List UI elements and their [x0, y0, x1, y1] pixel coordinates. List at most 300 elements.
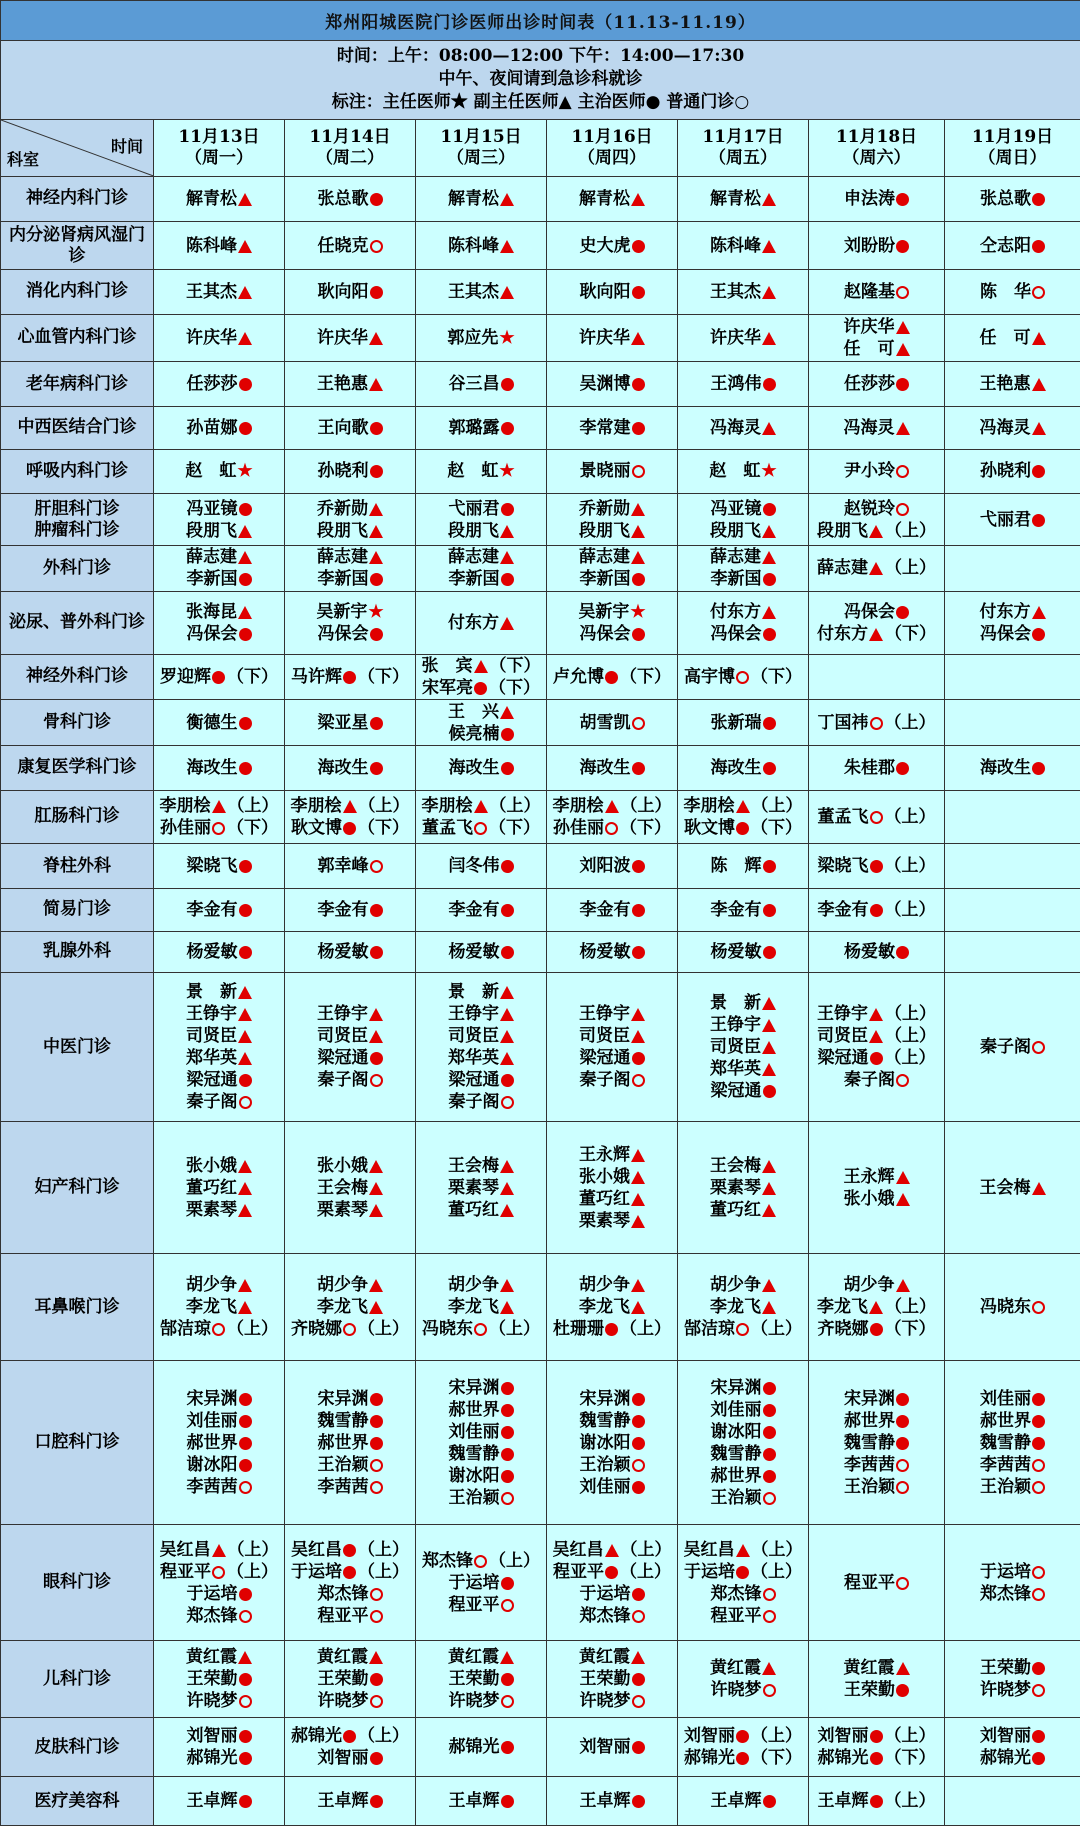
- doctor-entry: [416, 1155, 546, 1177]
- dept-cell: [1, 1777, 154, 1826]
- hollow-circle-icon: [763, 1684, 776, 1697]
- session-note: （上）: [358, 795, 410, 816]
- doctor-entry: [678, 795, 808, 817]
- doctor-entry: [285, 855, 415, 877]
- doctor-name: 郝锦光: [684, 1748, 735, 1769]
- filled-circle-icon: [370, 1437, 383, 1450]
- doctor-entry: [416, 1069, 546, 1091]
- schedule-cell: [416, 654, 547, 700]
- doctor-name: 王永辉: [843, 1166, 895, 1187]
- doctor-name: 耿向阳: [317, 281, 369, 302]
- doctor-entry: [154, 795, 284, 817]
- schedule-cell: [678, 1122, 809, 1254]
- doctor-entry: [285, 281, 415, 303]
- filled-circle-icon: [763, 1426, 776, 1439]
- doctor-name: 王艳惠: [979, 374, 1031, 395]
- schedule-cell: [678, 449, 809, 494]
- doctor-entry: [416, 1318, 546, 1340]
- doctor-name: 段朋飞: [817, 520, 868, 541]
- filled-circle-icon: [239, 378, 252, 391]
- doctor-name: 罗迎辉: [160, 666, 211, 687]
- triangle-icon: [896, 1193, 910, 1206]
- doctor-entry: [416, 1443, 546, 1465]
- filled-circle-icon: [632, 946, 645, 959]
- doctor-name: 吴红昌: [159, 1539, 211, 1560]
- day-date: 11月15日: [440, 126, 522, 147]
- day-date: 11月14日: [309, 126, 391, 147]
- triangle-icon: [762, 286, 776, 299]
- schedule-cell: [285, 546, 416, 592]
- filled-circle-icon: [501, 1074, 514, 1087]
- schedule-cell: [945, 654, 1080, 700]
- filled-circle-icon: [896, 193, 909, 206]
- day-weekday: （周四）: [578, 147, 646, 168]
- doctor-entry: [678, 1539, 808, 1561]
- doctor-name: 冯海灵: [710, 417, 761, 438]
- doctor-name: 王会梅: [710, 1155, 761, 1176]
- schedule-cell: [285, 745, 416, 790]
- session-note: （下）: [489, 817, 540, 838]
- schedule-cell: [154, 1641, 285, 1718]
- hours-line: 时间：上午：08:00—12:00 下午：14:00—17:30: [336, 46, 745, 67]
- triangle-icon: [369, 332, 383, 345]
- day-header: [154, 119, 285, 176]
- session-note: （上）: [227, 1539, 279, 1560]
- doctor-entry: [809, 235, 944, 257]
- filled-circle-icon: [870, 1795, 883, 1808]
- filled-circle-icon: [501, 1470, 514, 1483]
- doctor-name: 任 可: [843, 338, 895, 359]
- triangle-icon: [1032, 378, 1046, 391]
- triangle-icon: [238, 986, 252, 999]
- doctor-name: 秦子阁: [844, 1070, 895, 1091]
- schedule-cell: [945, 745, 1080, 790]
- doctor-name: 王铮宇: [710, 1015, 761, 1036]
- schedule-cell: [945, 314, 1080, 362]
- doctor-name: 薛志建: [448, 547, 499, 568]
- filled-circle-icon: [343, 1730, 356, 1743]
- doctor-entry: [809, 498, 944, 520]
- doctor-entry: [416, 235, 546, 257]
- triangle-icon: [1032, 606, 1046, 619]
- schedule-cell: [678, 844, 809, 889]
- doctor-name: 许庆华: [710, 327, 761, 348]
- doctor-name: 梁冠通: [817, 1048, 869, 1069]
- triangle-icon: [869, 628, 883, 641]
- doctor-name: 张小娥: [843, 1188, 895, 1209]
- doctor-entry: [945, 601, 1080, 623]
- filled-circle-icon: [1032, 762, 1045, 775]
- doctor-entry: [285, 1047, 415, 1069]
- doctor-name: 王治颖: [710, 1487, 762, 1508]
- filled-circle-icon: [1032, 1730, 1045, 1743]
- doctor-name: 王会梅: [448, 1155, 499, 1176]
- dept-cell: [1, 745, 154, 790]
- doctor-name: 魏雪静: [317, 1410, 369, 1431]
- doctor-name: 王荣勤: [844, 1680, 895, 1701]
- doctor-name: 梁亚星: [317, 712, 369, 733]
- session-note: （下）: [489, 655, 541, 676]
- dept-cell: [1, 314, 154, 362]
- doctor-name: 许庆华: [843, 316, 895, 337]
- schedule-cell: [547, 790, 678, 844]
- triangle-icon: [369, 1030, 383, 1043]
- hollow-circle-icon: [1032, 1588, 1045, 1601]
- dept-name: 消化内科门诊: [26, 281, 128, 302]
- doctor-name: 马许辉: [291, 666, 342, 687]
- filled-circle-icon: [370, 422, 383, 435]
- session-note: （上）: [489, 1550, 540, 1571]
- filled-circle-icon: [605, 1566, 618, 1579]
- filled-circle-icon: [239, 1393, 252, 1406]
- doctor-name: 刘阳波: [579, 856, 631, 877]
- triangle-icon: [212, 800, 226, 813]
- doctor-entry: [547, 1432, 677, 1454]
- doctor-entry: [154, 568, 284, 590]
- filled-circle-icon: [763, 1404, 776, 1417]
- triangle-icon: [238, 525, 252, 538]
- doctor-name: 梁冠通: [710, 1081, 762, 1102]
- schedule-cell: [678, 1718, 809, 1777]
- table-row: [1, 1525, 1080, 1641]
- schedule-cell: [945, 176, 1080, 222]
- schedule-cell: [678, 546, 809, 592]
- doctor-entry: [809, 855, 944, 877]
- schedule-cell: [945, 269, 1080, 314]
- schedule-cell: [154, 494, 285, 546]
- doctor-entry: [678, 1274, 808, 1296]
- doctor-entry: [678, 188, 808, 210]
- doctor-name: 赵 虹: [185, 461, 237, 482]
- doctor-entry: [678, 417, 808, 439]
- triangle-icon: [869, 562, 883, 575]
- doctor-name: 许晓梦: [579, 1691, 631, 1712]
- doctor-name: 高宇博: [684, 666, 735, 687]
- dept-cell: [1, 790, 154, 844]
- schedule-cell: [285, 931, 416, 973]
- schedule-cell: [945, 889, 1080, 932]
- dept-cell: [1, 654, 154, 700]
- doctor-entry: [154, 1177, 284, 1199]
- doctor-entry: [154, 1003, 284, 1025]
- doctor-name: 赵锐玲: [844, 498, 895, 519]
- schedule-cell: [945, 1360, 1080, 1524]
- doctor-name: 郝世界: [448, 1399, 500, 1420]
- doctor-name: 胡少争: [843, 1275, 895, 1296]
- doctor-entry: [154, 1432, 284, 1454]
- doctor-name: 冯保会: [186, 623, 238, 644]
- doctor-entry: [809, 417, 944, 439]
- doctor-entry: [154, 235, 284, 257]
- filled-circle-icon: [632, 1415, 645, 1428]
- doctor-entry: [678, 941, 808, 963]
- session-note: （上）: [885, 520, 936, 541]
- schedule-cell: [416, 269, 547, 314]
- schedule-cell: [416, 406, 547, 449]
- filled-circle-icon: [1032, 1437, 1045, 1450]
- triangle-icon: [238, 286, 252, 299]
- dept-cell: [1, 546, 154, 592]
- doctor-entry: [547, 855, 677, 877]
- doctor-name: 程亚平: [553, 1561, 604, 1582]
- triangle-icon: [238, 1651, 252, 1664]
- doctor-name: 于运培: [684, 1561, 735, 1582]
- schedule-cell: [285, 269, 416, 314]
- hollow-circle-icon: [239, 1096, 252, 1109]
- doctor-name: 程亚平: [160, 1561, 211, 1582]
- dept-name: 骨科门诊: [43, 712, 111, 733]
- doctor-entry: [678, 460, 808, 482]
- doctor-entry: [809, 712, 944, 734]
- doctor-entry: [809, 757, 944, 779]
- triangle-icon: [500, 706, 514, 719]
- filled-circle-icon: [239, 904, 252, 917]
- doctor-name: 梁冠通: [317, 1048, 369, 1069]
- filled-circle-icon: [501, 762, 514, 775]
- doctor-name: 解青松: [710, 188, 761, 209]
- table-row: [1, 973, 1080, 1122]
- doctor-entry: [154, 941, 284, 963]
- hollow-circle-icon: [501, 1492, 514, 1505]
- doctor-name: 张小娥: [317, 1155, 368, 1176]
- doctor-entry: [809, 1432, 944, 1454]
- schedule-cell: [809, 745, 945, 790]
- schedule-cell: [154, 449, 285, 494]
- doctor-entry: [285, 1274, 415, 1296]
- doctor-name: 景 新: [710, 993, 761, 1014]
- doctor-entry: [285, 1025, 415, 1047]
- doctor-name: 魏雪静: [448, 1443, 500, 1464]
- doctor-name: 薛志建: [186, 547, 237, 568]
- doctor-name: 海改生: [448, 757, 500, 778]
- triangle-icon: [500, 1651, 514, 1664]
- triangle-icon: [896, 343, 910, 356]
- doctor-entry: [547, 1690, 677, 1712]
- triangle-icon: [238, 606, 252, 619]
- filled-circle-icon: [501, 1382, 514, 1395]
- hollow-circle-icon: [896, 1074, 909, 1087]
- doctor-name: 解青松: [186, 188, 237, 209]
- session-note: （下）: [227, 817, 278, 838]
- doctor-entry: [154, 1047, 284, 1069]
- doctor-name: 许晓梦: [186, 1691, 238, 1712]
- triangle-icon: [762, 1301, 776, 1314]
- triangle-icon: [762, 1019, 776, 1032]
- schedule-cell: [416, 1122, 547, 1254]
- doctor-entry: [416, 568, 546, 590]
- triangle-icon: [369, 1008, 383, 1021]
- doctor-name: 候亮楠: [448, 723, 500, 744]
- doctor-entry: [809, 1388, 944, 1410]
- doctor-entry: [678, 1399, 808, 1421]
- hollow-circle-icon: [632, 465, 645, 478]
- hollow-circle-icon: [632, 717, 645, 730]
- doctor-name: 宋异渊: [317, 1388, 369, 1409]
- filled-circle-icon: [343, 1566, 356, 1579]
- doctor-entry: [678, 1318, 808, 1340]
- schedule-cell: [547, 889, 678, 932]
- hollow-circle-icon: [370, 1588, 383, 1601]
- triangle-icon: [369, 525, 383, 538]
- schedule-cell: [154, 1718, 285, 1777]
- filled-circle-icon: [632, 573, 645, 586]
- doctor-name: 李金有: [817, 899, 869, 920]
- filled-circle-icon: [501, 1795, 514, 1808]
- filled-circle-icon: [501, 503, 514, 516]
- filled-circle-icon: [632, 1673, 645, 1686]
- doctor-name: 冯海灵: [843, 417, 895, 438]
- hollow-circle-icon: [736, 671, 749, 684]
- filled-circle-icon: [1032, 1415, 1045, 1428]
- doctor-name: 段朋飞: [579, 520, 630, 541]
- doctor-name: 乔新勋: [579, 498, 630, 519]
- hollow-circle-icon: [1032, 1566, 1045, 1579]
- session-note: （下）: [884, 1319, 936, 1340]
- doctor-entry: [416, 327, 546, 349]
- triangle-icon: [762, 997, 776, 1010]
- table-row: [1, 1122, 1080, 1254]
- doctor-entry: [416, 520, 546, 542]
- filled-circle-icon: [1032, 1393, 1045, 1406]
- triangle-icon: [500, 1052, 514, 1065]
- doctor-name: 程亚平: [844, 1572, 895, 1593]
- session-note: （上）: [489, 795, 541, 816]
- doctor-entry: [285, 1069, 415, 1091]
- triangle-icon: [631, 1301, 645, 1314]
- table-row: [1, 176, 1080, 222]
- schedule-cell: [547, 973, 678, 1122]
- table-row: [1, 591, 1080, 654]
- filled-circle-icon: [370, 904, 383, 917]
- filled-circle-icon: [239, 1752, 252, 1765]
- doctor-entry: [285, 712, 415, 734]
- schedule-cell: [416, 1360, 547, 1524]
- doctor-name: 于运培: [186, 1583, 238, 1604]
- doctor-entry: [945, 1454, 1080, 1476]
- doctor-name: 董巧红: [710, 1199, 761, 1220]
- doctor-entry: [678, 281, 808, 303]
- doctor-entry: [678, 520, 808, 542]
- filled-circle-icon: [736, 1752, 749, 1765]
- doctor-entry: [285, 327, 415, 349]
- dept-cell: [1, 1122, 154, 1254]
- doctor-name: 赵 虹: [709, 461, 761, 482]
- triangle-icon: [631, 551, 645, 564]
- filled-circle-icon: [632, 860, 645, 873]
- triangle-icon: [238, 1160, 252, 1173]
- triangle-icon: [736, 800, 750, 813]
- doctor-name: 冯保会: [844, 601, 895, 622]
- doctor-name: 薛志建: [579, 547, 630, 568]
- doctor-name: 李新国: [317, 569, 369, 590]
- dept-cell: [1, 931, 154, 973]
- doctor-name: 仝志阳: [980, 235, 1032, 256]
- schedule-cell: [285, 1122, 416, 1254]
- doctor-entry: [945, 1388, 1080, 1410]
- doctor-name: 付东方: [448, 612, 499, 633]
- dept-name: 简易门诊: [43, 899, 111, 920]
- doctor-name: 吴红昌: [683, 1539, 735, 1560]
- doctor-entry: [547, 1144, 677, 1166]
- schedule-cell: [285, 973, 416, 1122]
- triangle-icon: [238, 332, 252, 345]
- doctor-name: 赵隆基: [844, 281, 895, 302]
- session-note: （下）: [620, 666, 671, 687]
- schedule-cell: [285, 1777, 416, 1826]
- doctor-entry: [416, 757, 546, 779]
- doctor-name: 董巧红: [448, 1199, 499, 1220]
- dept-cell: [1, 1525, 154, 1641]
- schedule-cell: [678, 889, 809, 932]
- filled-circle-icon: [239, 1795, 252, 1808]
- schedule-cell: [809, 1254, 945, 1361]
- filled-circle-icon: [501, 1448, 514, 1461]
- doctor-entry: [547, 1736, 677, 1758]
- schedule-cell: [547, 931, 678, 973]
- table-row: [1, 1718, 1080, 1777]
- filled-circle-icon: [763, 1470, 776, 1483]
- doctor-name: 黄红霞: [843, 1658, 895, 1679]
- triangle-icon: [631, 1279, 645, 1292]
- doctor-entry: [547, 1318, 677, 1340]
- schedule-cell: [678, 654, 809, 700]
- filled-circle-icon: [763, 860, 776, 873]
- dept-name: 妇产科门诊: [34, 1177, 120, 1198]
- triangle-icon: [369, 503, 383, 516]
- doctor-entry: [547, 235, 677, 257]
- doctor-name: 刘佳丽: [448, 1421, 500, 1442]
- filled-circle-icon: [896, 1684, 909, 1697]
- dept-name: 医疗美容科: [34, 1790, 120, 1811]
- doctor-entry: [416, 1646, 546, 1668]
- doctor-entry: [416, 1177, 546, 1199]
- day-weekday: （周日）: [978, 147, 1047, 168]
- schedule-cell: [154, 931, 285, 973]
- hollow-circle-icon: [736, 1323, 749, 1336]
- filled-circle-icon: [632, 378, 645, 391]
- hollow-circle-icon: [474, 1323, 487, 1336]
- session-note: （上）: [620, 1561, 671, 1582]
- doctor-name: 魏雪静: [710, 1443, 762, 1464]
- doctor-name: 胡少争: [448, 1275, 499, 1296]
- schedule-cell: [809, 494, 945, 546]
- doctor-name: 许庆华: [579, 327, 630, 348]
- session-note: （下）: [358, 817, 409, 838]
- doctor-name: 孙佳丽: [160, 817, 211, 838]
- doctor-name: 景晓丽: [579, 461, 631, 482]
- schedule-cell: [285, 1525, 416, 1641]
- day-weekday: （周三）: [447, 147, 515, 168]
- filled-circle-icon: [605, 671, 618, 684]
- doctor-name: 冯晓东: [980, 1297, 1032, 1318]
- doctor-entry: [285, 520, 415, 542]
- triangle-icon: [369, 1651, 383, 1664]
- dept-name: 神经内科门诊: [26, 188, 128, 209]
- session-note: （上）: [884, 712, 936, 733]
- doctor-entry: [547, 817, 677, 839]
- schedule-cell: [285, 1718, 416, 1777]
- schedule-cell: [945, 1525, 1080, 1641]
- doctor-entry: [809, 316, 944, 338]
- doctor-name: 李金有: [710, 899, 762, 920]
- doctor-name: 薛志建: [317, 547, 368, 568]
- doctor-entry: [547, 1790, 677, 1812]
- doctor-name: 薛志建: [710, 547, 761, 568]
- schedule-cell: [547, 1525, 678, 1641]
- doctor-name: 王铮宇: [579, 1004, 630, 1025]
- doctor-entry: [416, 1199, 546, 1221]
- doctor-name: 李朋桧: [159, 795, 211, 816]
